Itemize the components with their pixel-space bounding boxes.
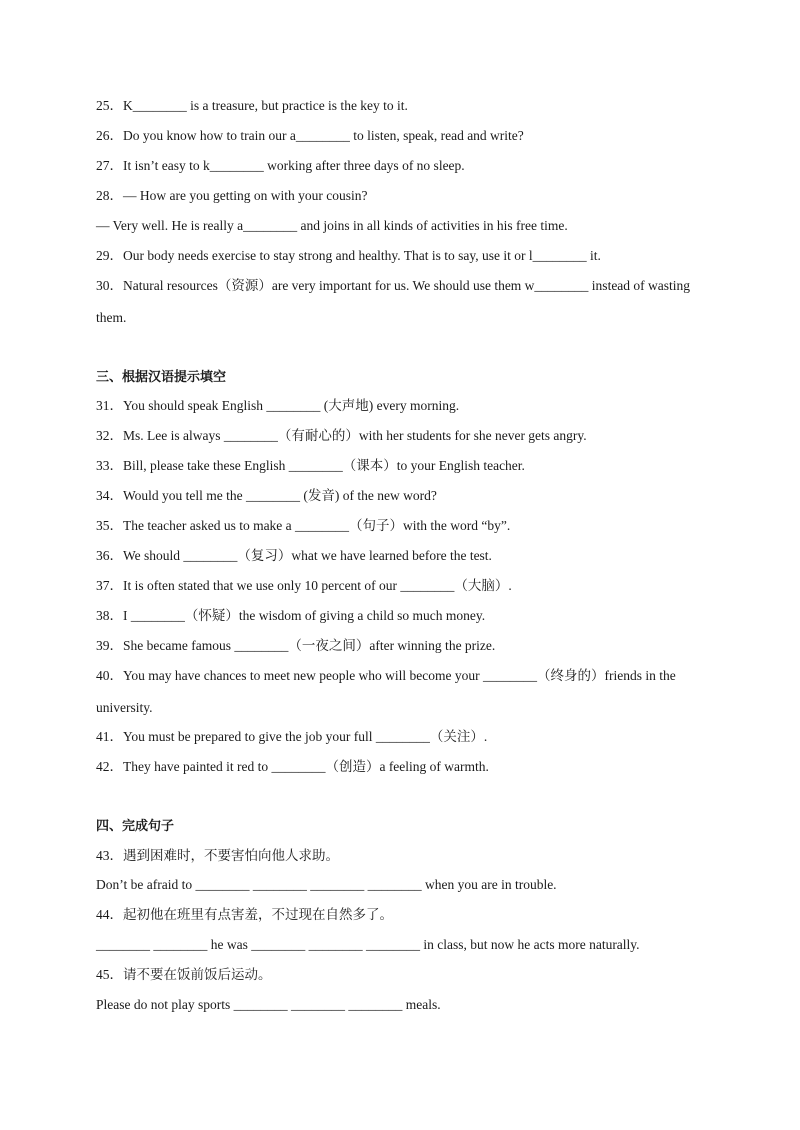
- question-35: 35．The teacher asked us to make a ________（句子）with the word “by”.: [96, 518, 511, 533]
- section-heading-3: 三、根据汉语提示填空: [96, 370, 227, 385]
- question-30-continued: them.: [96, 310, 127, 325]
- question-36: 36．We should ________（复习）what we have learned before the test.: [96, 548, 492, 563]
- question-34: 34．Would you tell me the ________ (发音) of the new word?: [96, 488, 437, 503]
- question-45-english: Please do not play sports ________ ________ ________ meals.: [96, 997, 441, 1012]
- question-43-english: Don’t be afraid to ________ ________ ________ ________ when you are in trouble.: [96, 877, 557, 892]
- question-33: 33．Bill, please take these English ________（课本）to your English teacher.: [96, 458, 525, 473]
- question-43-chinese: 43．遇到困难时，不要害怕向他人求助。: [96, 848, 339, 863]
- question-30: 30．Natural resources（资源）are very important for us. We should use them w________ instead of wasting: [96, 278, 691, 293]
- question-28-response: — Very well. He is really a________ and joins in all kinds of activities in his free time.: [96, 218, 568, 233]
- question-44-english: ________ ________ he was ________ ________ ________ in class, but now he acts more naturally.: [96, 937, 640, 952]
- question-38: 38．I ________（怀疑）the wisdom of giving a child so much money.: [96, 608, 486, 623]
- question-39: 39．She became famous ________（一夜之间）after winning the prize.: [96, 638, 496, 653]
- question-40-continued: university.: [96, 700, 153, 715]
- question-42: 42．They have painted it red to ________（创造）a feeling of warmth.: [96, 759, 489, 774]
- question-25: 25．K________ is a treasure, but practice is the key to it.: [96, 98, 408, 113]
- question-37: 37．It is often stated that we use only 10 percent of our ________（大脑）.: [96, 578, 512, 593]
- question-32: 32．Ms. Lee is always ________（有耐心的）with her students for she never gets angry.: [96, 428, 587, 443]
- question-29: 29．Our body needs exercise to stay strong and healthy. That is to say, use it or l________ it.: [96, 248, 601, 263]
- question-44-chinese: 44．起初他在班里有点害羞，不过现在自然多了。: [96, 907, 393, 922]
- question-27: 27．It isn’t easy to k________ working after three days of no sleep.: [96, 158, 465, 173]
- question-28-prompt: 28．— How are you getting on with your cousin?: [96, 188, 368, 203]
- question-40: 40．You may have chances to meet new people who will become your ________（终身的）friends in the: [96, 668, 676, 683]
- section-heading-4: 四、完成句子: [96, 819, 175, 834]
- question-26: 26．Do you know how to train our a________ to listen, speak, read and write?: [96, 128, 524, 143]
- question-41: 41．You must be prepared to give the job your full ________（关注）.: [96, 729, 488, 744]
- question-45-chinese: 45．请不要在饭前饭后运动。: [96, 967, 272, 982]
- question-31: 31．You should speak English ________ (大声地) every morning.: [96, 398, 460, 413]
